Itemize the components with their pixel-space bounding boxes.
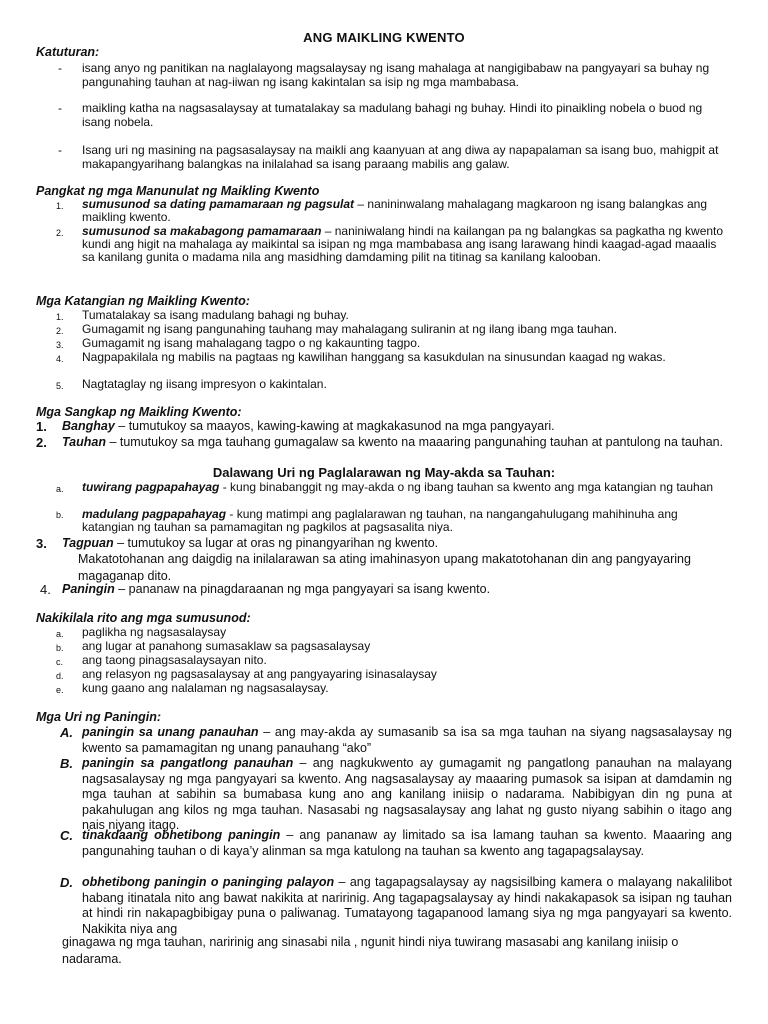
paglalarawan-a [82,481,722,494]
list-number: 3. [56,340,64,350]
definition-1: isang anyo ng panitikan na naglalayong magsalaysay ng isang mahalaga at nangigibabaw na pangyayari sa buhay ng pangunahing tauhan at nag-iiwan ng isang kakintalan sa isip ng mga mambabasa. [82,61,710,89]
list-number: 2. [56,228,64,238]
description: – pananaw na pinagdaraanan ng mga pangyayari sa isang kwento. [114,582,491,596]
paglalarawan-b [82,508,722,534]
dash-bullet: - [58,101,62,115]
description: - kung binabanggit ng may-akda o ng ibang tauhan sa kwento ang mga katangian ng tauhan [219,480,714,494]
list-number: 1. [56,312,64,322]
list-letter: B. [60,756,73,771]
term: Tagpuan [62,536,114,550]
katangian-item-3: Gumagamit ng isang mahalagang tagpo o ng kakaunting tagpo. [82,336,421,350]
heading-katangian: Mga Katangian ng Maikling Kwento: [36,294,250,308]
subtitle-paglalarawan: Dalawang Uri ng Paglalarawan ng May-akda sa Tauhan: [212,465,556,480]
term: sumusunod sa makabagong pamamaraan [82,224,322,238]
heading-sangkap: Mga Sangkap ng Maikling Kwento: [36,405,242,419]
pangkat-item-1 [82,198,732,224]
paningin-c [82,828,732,859]
description: – tumutukoy sa lugar at oras ng pinangyarihan ng kwento. [113,536,439,550]
term: tuwirang pagpapahayag [82,480,220,494]
term: sumusunod sa dating pamamaraan ng pagsulat [82,197,355,211]
term: obhetibong paningin o paninging palayon [82,875,335,889]
list-number: 5. [56,381,64,391]
nakikilala-a: paglikha ng nagsasalaysay [82,625,227,639]
sangkap-tauhan [62,435,732,450]
term: tinakdaang obhetibong paningin [82,828,281,842]
nakikilala-e: kung gaano ang nalalaman ng nagsasalaysay. [82,681,329,695]
term: Tauhan [62,435,106,449]
tagpuan-continuation: Makatotohanan ang daigdig na inilalarawan sa ating imahinasyon upang makatotohanan din ang pangyayaring magaganap dito. [78,552,691,583]
nakikilala-d: ang relasyon ng pagsasalaysay at ang pangyayaring isinasalaysay [82,667,437,681]
katangian-item-1: Tumatalakay sa isang madulang bahagi ng buhay. [82,308,349,322]
definition-3: Isang uri ng masining na pagsasalaysay na maikli ang kaanyuan at ang diwa ay napapalaman sa isang buo, mahigpit at makapangyarihang balangkas na inilalahad sa isang paraang mabilis ang galaw. [82,143,719,171]
katangian-item-2: Gumagamit ng isang pangunahing tauhang may mahalagang suliranin at ng ilang ibang mga tauhan. [82,322,618,336]
page-title: ANG MAIKLING KWENTO [303,30,465,45]
list-letter: C. [60,828,73,843]
katangian-item-4: Nagpapakilala ng mabilis na pagtaas ng kawilihan hanggang sa kasukdulan na sinusundan kaagad ng wakas. [82,350,666,364]
sangkap-banghay [62,419,732,434]
heading-pangkat: Pangkat ng mga Manunulat ng Maikling Kwento [36,184,320,198]
list-letter: e. [56,685,64,695]
sangkap-paningin [62,582,732,597]
list-letter: D. [60,875,73,890]
heading-uri-paningin: Mga Uri ng Paningin: [36,710,161,724]
list-letter: a. [56,484,64,494]
description: – tumutukoy sa maayos, kawing-kawing at magkakasunod na mga pangyayari. [114,419,555,433]
description: – ang pananaw ay limitado sa isa lamang tauhan sa kwento. Maaaring ang pangunahing tauhan o di kaya’y alinman sa mga katulong na tauhan sa kwento ang tagapagsalaysay. [82,828,732,858]
pangkat-item-2 [82,225,732,264]
list-number: 1. [36,419,47,434]
list-letter: c. [56,657,64,667]
description: – ang tagapagsalaysay ay nagsisilbing kamera o malayang nakalilibot habang itinatala nito ang bawat nakikita at naririnig. Ang tagapagsalaysay ay hindi nakakapasok sa isipan ng tauhan at hindi rin nakapagbibigay puna o paliwanag. Tumatayong tagapanood lamang siya ng mga pangyayari sa kwento. Nakikita niya ang [82,875,732,936]
katangian-item-5: Nagtataglay ng iisang impresyon o kakintalan. [82,377,327,391]
list-letter: a. [56,629,64,639]
sangkap-tagpuan [62,536,732,551]
paningin-d [82,875,732,937]
dash-bullet: - [58,61,62,75]
list-number: 2. [36,435,47,450]
term: Banghay [62,419,115,433]
paningin-a [82,725,732,756]
nakikilala-c: ang taong pinagsasalaysayan nito. [82,653,267,667]
description: – tumutukoy sa mga tauhang gumagalaw sa kwento na maaaring pangunahing tauhan at pantulong na tauhan. [105,435,724,449]
definition-2: maikling katha na nagsasalaysay at tumatalakay sa madulang bahagi ng buhay. Hindi ito pinaikling nobela o buod ng isang nobela. [82,101,703,129]
list-letter: A. [60,725,73,740]
term: paningin sa unang panauhan [82,725,259,739]
list-number: 2. [56,326,64,336]
term: madulang pagpapahayag [82,507,227,521]
dash-bullet: - [58,143,62,157]
list-letter: d. [56,671,64,681]
description: – ang may-akda ay sumasanib sa isa sa mga tauhan na siyang nagsasalaysay ng kwento sa pamamagitan ng unang panauhang “ako” [82,725,732,755]
description: - kung matimpi ang paglalarawan ng tauhan, na nangangahulugang mahihinuha ang katangian ng tauhan sa pamamagitan ng pagkilos at pagsasalita niya. [82,507,678,534]
term: Paningin [62,582,115,596]
description: – ang nagkukwento ay gumagamit ng pangatlong panauhan na malayang nagsasalaysay ng mga pangyayari sa kwento. Ang nagsasalaysay ay maaaring pumasok sa isipan at damdamin ng mga tauhan at sabihin sa bumabasa kung ano ang kanilang iniisip o nadarama. Nabibigyan din ng puna at pakahulugan ang kilos ng mga tauhan. Nasasabi ng nagsasalaysay ang lahat ng gusto niyang sabihin o itago ang nais niyang itago. [82,756,732,832]
heading-katuturan: Katuturan: [36,45,100,59]
list-letter: b. [56,643,64,653]
list-number: 1. [56,201,64,211]
list-number: 3. [36,536,47,551]
description: – nanininwalang mahalagang magkaroon ng isang balangkas ang maikling kwento. [82,197,707,224]
paningin-b [82,756,732,834]
list-letter: b. [56,510,64,520]
term: paningin sa pangatlong panauhan [82,756,294,770]
paningin-d-continuation: ginagawa ng mga tauhan, naririnig ang sinasabi nila , ngunit hindi niya tuwirang masasabi ang kanilang iniisip o nadarama. [62,935,679,966]
heading-nakikilala: Nakikilala rito ang mga sumusunod: [36,611,251,625]
list-number: 4. [56,354,64,364]
list-number: 4. [40,582,51,597]
nakikilala-b: ang lugar at panahong sumasaklaw sa pagsasalaysay [82,639,371,653]
description: – naniniwalang hindi na kailangan pa ng balangkas sa pagkatha ng kwento kundi ang higit na mahalaga ay maikintal sa isipan ng mga mambabasa ang isang larawang hindi kaagad-agad maaalis sa kanilang gunita o madama nila ang masidhing damdaming pilit na titinag sa kanilang kalooban. [82,224,724,264]
